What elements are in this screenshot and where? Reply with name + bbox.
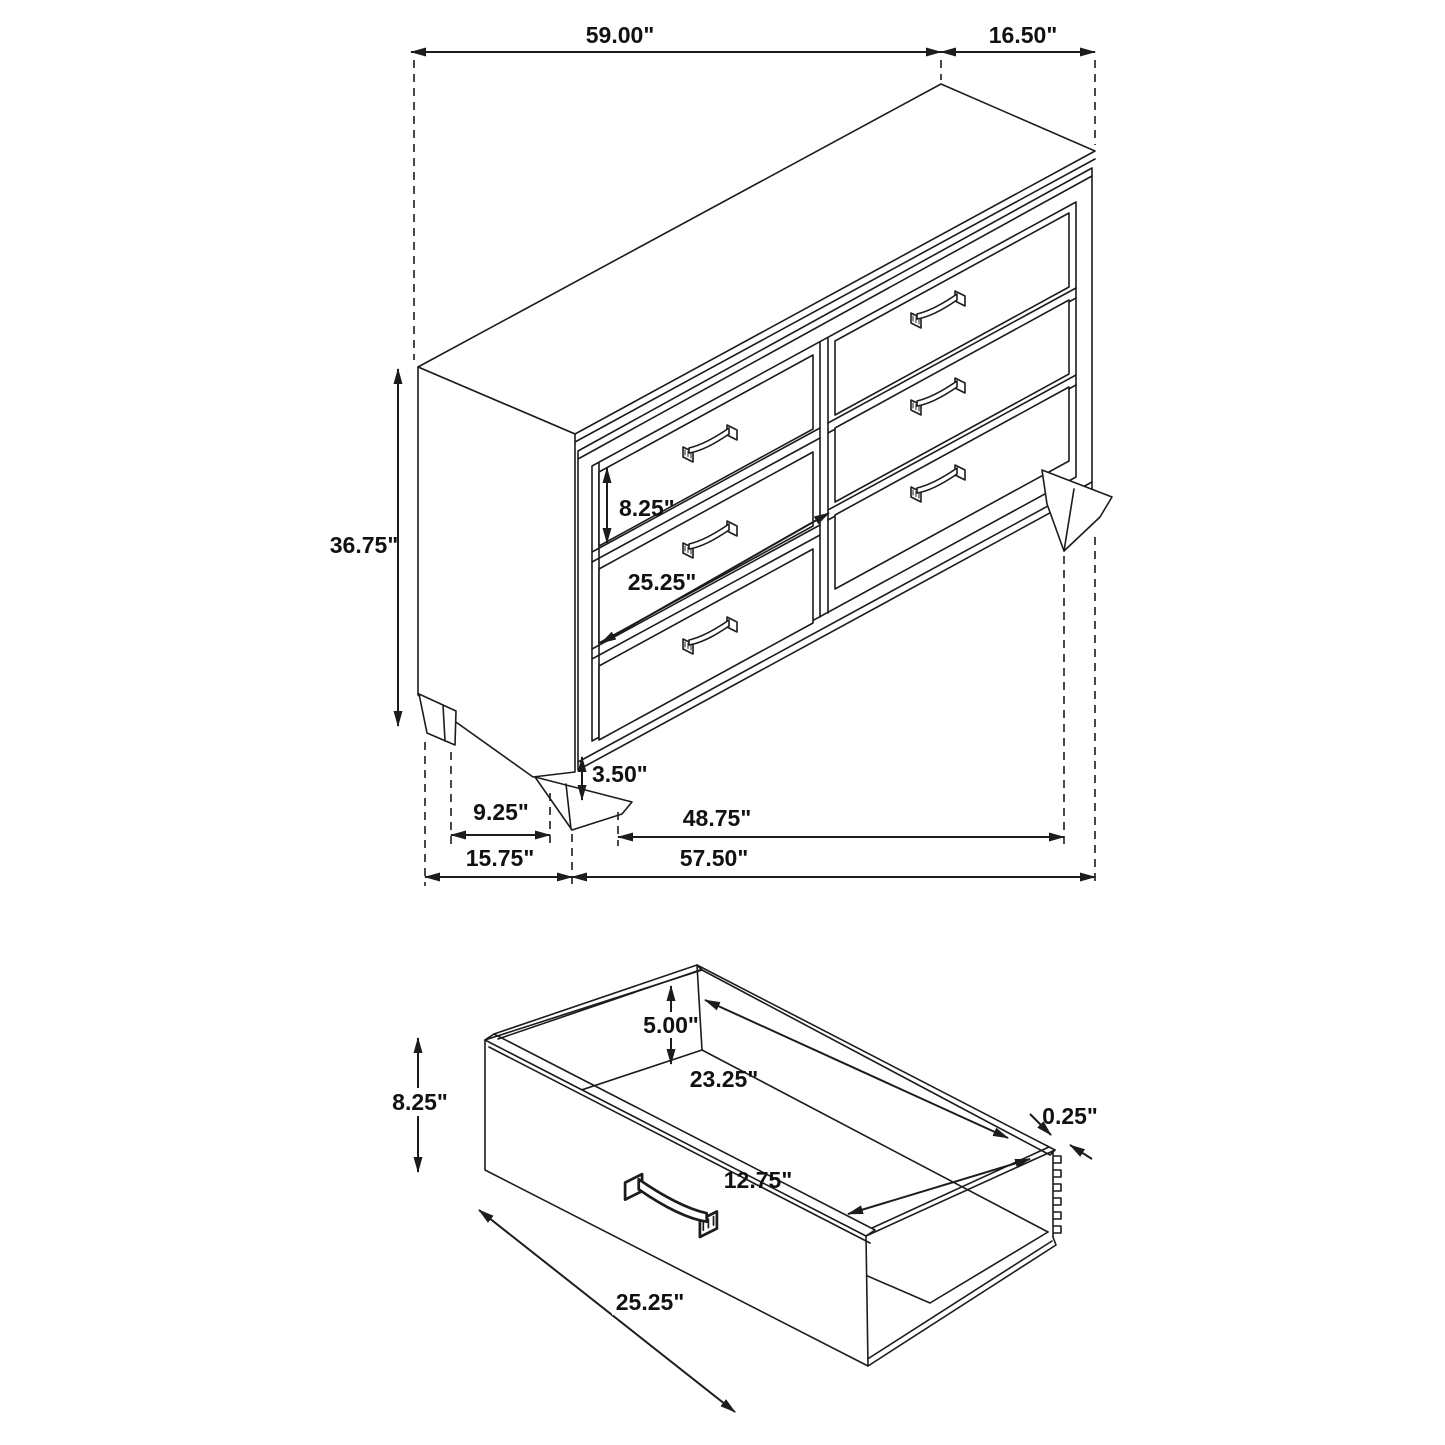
dim-label-width-top: 59.00" — [585, 22, 655, 48]
dim-arrow-side-thickness-right — [1070, 1145, 1092, 1159]
dim-dresser-height — [330, 369, 398, 726]
dim-label-drawer-front-width: 25.25" — [627, 569, 697, 595]
dim-label-depth-top: 16.50" — [988, 22, 1058, 48]
dim-label-left-feet-gap: 9.25" — [473, 799, 529, 825]
dim-label-drawer-front-width: 25.25" — [615, 1289, 685, 1315]
dim-dresser-depth-top — [941, 22, 1095, 52]
dim-drawer-interior-length — [690, 1000, 1008, 1138]
dovetail-joint — [1053, 1152, 1061, 1237]
dim-drawer-front-height — [392, 1038, 448, 1172]
dim-label-side-thickness: 0.25" — [1042, 1103, 1098, 1129]
dim-label-interior-height: 5.00" — [643, 1012, 699, 1038]
dim-label-interior-length: 23.25" — [689, 1066, 759, 1092]
dim-drawer-interior-height — [643, 986, 699, 1064]
dim-label-bottom-depth: 15.75" — [465, 845, 535, 871]
dim-label-drawer-front-height: 8.25" — [619, 495, 675, 521]
dim-label-drawer-front-height: 8.25" — [392, 1089, 448, 1115]
drawer-back-wall-top — [697, 965, 1055, 1155]
dim-label-height: 36.75" — [329, 532, 399, 558]
dim-label-front-feet-span: 48.75" — [682, 805, 752, 831]
dim-label-bottom-width: 57.50" — [679, 845, 749, 871]
drawer-drawing — [485, 965, 1061, 1366]
dim-label-foot-height: 3.50" — [592, 761, 648, 787]
dresser-drawing — [418, 84, 1112, 830]
dresser-view — [330, 22, 1112, 886]
dim-line-interior-depth — [848, 1159, 1030, 1214]
drawer-view — [392, 965, 1098, 1412]
dim-label-interior-depth: 12.75" — [723, 1167, 793, 1193]
drawer-right-wall-bottom-edges — [866, 1237, 1056, 1366]
